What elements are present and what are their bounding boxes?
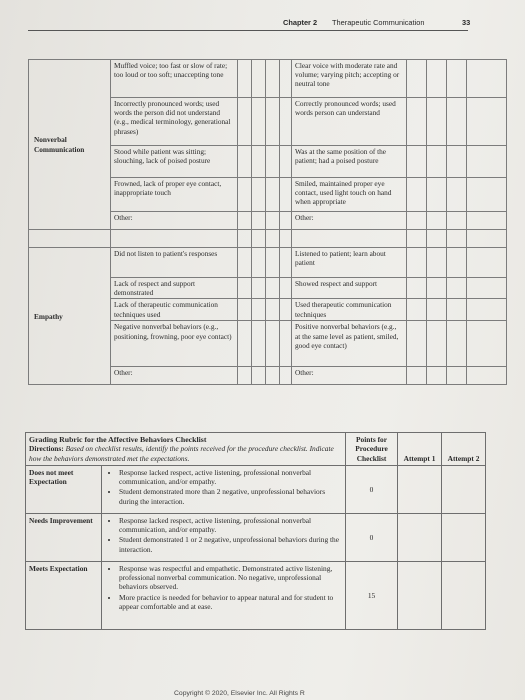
positive-check-cell[interactable]	[427, 299, 447, 321]
negative-behavior-cell: Incorrectly pronounced words; used words the person did not understand (e.g., medical terminology, generational phrases)	[111, 98, 238, 146]
negative-behavior-cell: Lack of respect and support demonstrated	[111, 278, 238, 299]
positive-check-cell[interactable]	[447, 278, 467, 299]
rubric-points-value: 0	[346, 513, 398, 561]
positive-check-cell[interactable]	[427, 321, 447, 367]
positive-check-cell[interactable]	[447, 60, 467, 98]
positive-check-cell[interactable]	[427, 60, 447, 98]
spacer-cell	[467, 230, 507, 248]
header-divider	[28, 30, 468, 31]
negative-check-cell[interactable]	[252, 98, 266, 146]
positive-check-cell[interactable]	[407, 248, 427, 278]
negative-check-cell[interactable]	[280, 321, 292, 367]
checklist-row	[29, 248, 507, 278]
spacer-cell	[427, 230, 447, 248]
negative-check-cell[interactable]	[252, 178, 266, 212]
positive-check-cell[interactable]	[467, 278, 507, 299]
positive-check-cell[interactable]	[427, 278, 447, 299]
positive-check-cell[interactable]	[427, 367, 447, 385]
rubric-level-name: Does not meet Expectation	[26, 465, 102, 513]
positive-check-cell[interactable]	[407, 146, 427, 178]
rubric-title: Grading Rubric for the Affective Behaviors Checklist	[29, 435, 207, 444]
spacer-cell	[238, 230, 252, 248]
attempt-2-cell[interactable]	[442, 465, 486, 513]
positive-check-cell[interactable]	[407, 60, 427, 98]
spacer-cell	[29, 230, 111, 248]
rubric-bullet-list	[105, 564, 342, 611]
negative-behavior-cell: Stood while patient was sitting; slouching, lack of poised posture	[111, 146, 238, 178]
negative-check-cell[interactable]	[238, 299, 252, 321]
positive-behavior-cell: Smiled, maintained proper eye contact, used light touch on hand when appropriate	[292, 178, 407, 212]
attempt-1-column-header: Attempt 1	[398, 433, 442, 466]
negative-behavior-cell: Negative nonverbal behaviors (e.g., positioning, frowning, poor eye contact)	[111, 321, 238, 367]
positive-check-cell[interactable]	[407, 212, 427, 230]
rubric-level-description	[102, 465, 346, 513]
positive-check-cell[interactable]	[407, 178, 427, 212]
positive-behavior-cell: Other:	[292, 367, 407, 385]
spacer-cell	[292, 230, 407, 248]
positive-check-cell[interactable]	[407, 321, 427, 367]
negative-check-cell[interactable]	[280, 146, 292, 178]
chapter-label: Chapter 2	[283, 18, 318, 27]
negative-behavior-cell: Other:	[111, 367, 238, 385]
rubric-title-cell	[26, 433, 346, 466]
positive-check-cell[interactable]	[407, 367, 427, 385]
positive-behavior-cell: Listened to patient; learn about patient	[292, 248, 407, 278]
positive-behavior-cell: Used therapeutic communication techniques	[292, 299, 407, 321]
chapter-title: Therapeutic Communication	[332, 18, 425, 27]
points-column-header: Points for Procedure Checklist	[346, 433, 398, 466]
positive-check-cell[interactable]	[427, 178, 447, 212]
directions-label: Directions:	[29, 444, 64, 454]
negative-check-cell[interactable]	[252, 278, 266, 299]
positive-check-cell[interactable]	[467, 299, 507, 321]
negative-check-cell[interactable]	[266, 299, 280, 321]
rubric-bullet-list	[105, 468, 342, 506]
directions-text: Based on checklist results, identify the points received for the procedure checklist. Indicate how the behaviors demonstrated met the expectations.	[29, 444, 334, 463]
positive-check-cell[interactable]	[447, 299, 467, 321]
rubric-bullet: • Student demonstrated 1 or 2 negative, unprofessional behaviors during the interaction.	[119, 535, 342, 554]
page-header	[0, 16, 525, 30]
spacer-cell	[252, 230, 266, 248]
section-spacer-row	[29, 230, 507, 248]
negative-check-cell[interactable]	[238, 367, 252, 385]
negative-check-cell[interactable]	[252, 248, 266, 278]
positive-check-cell[interactable]	[427, 248, 447, 278]
negative-check-cell[interactable]	[252, 212, 266, 230]
positive-behavior-cell: Showed respect and support	[292, 278, 407, 299]
negative-check-cell[interactable]	[266, 178, 280, 212]
attempt-1-cell[interactable]	[398, 465, 442, 513]
positive-check-cell[interactable]	[447, 367, 467, 385]
rubric-level-description	[102, 561, 346, 629]
rubric-bullet: • Response was respectful and empathetic. Demonstrated active listening, professional nonverbal communication. No negative, unprofessional behaviors observed.	[119, 564, 342, 592]
rubric-points-value: 0	[346, 465, 398, 513]
negative-check-cell[interactable]	[252, 321, 266, 367]
negative-check-cell[interactable]	[280, 248, 292, 278]
negative-check-cell[interactable]	[252, 367, 266, 385]
negative-check-cell[interactable]	[280, 367, 292, 385]
spacer-cell	[280, 230, 292, 248]
checklist-category: Empathy	[29, 248, 111, 385]
positive-check-cell[interactable]	[407, 299, 427, 321]
rubric-bullet: • More practice is needed for behavior to appear natural and for student to appear comfortable and at ease.	[119, 593, 342, 612]
negative-check-cell[interactable]	[280, 98, 292, 146]
spacer-cell	[266, 230, 280, 248]
affective-behaviors-checklist	[28, 59, 507, 385]
positive-check-cell[interactable]	[447, 178, 467, 212]
rubric-bullet: • Student demonstrated more than 2 negative, unprofessional behaviors during the interaction.	[119, 487, 342, 506]
rubric-level-row	[26, 465, 486, 513]
positive-check-cell[interactable]	[447, 248, 467, 278]
negative-check-cell[interactable]	[266, 212, 280, 230]
negative-check-cell[interactable]	[238, 178, 252, 212]
rubric-level-description	[102, 513, 346, 561]
negative-check-cell[interactable]	[238, 212, 252, 230]
attempt-1-cell[interactable]	[398, 513, 442, 561]
positive-check-cell[interactable]	[447, 98, 467, 146]
negative-check-cell[interactable]	[266, 321, 280, 367]
negative-check-cell[interactable]	[252, 299, 266, 321]
rubric-level-row	[26, 513, 486, 561]
negative-check-cell[interactable]	[266, 367, 280, 385]
negative-check-cell[interactable]	[280, 299, 292, 321]
page-number: 33	[462, 18, 471, 27]
negative-check-cell[interactable]	[266, 146, 280, 178]
positive-check-cell[interactable]	[427, 146, 447, 178]
rubric-bullet: • Response lacked respect, active listening, professional nonverbal communication, and/or empathy.	[119, 468, 342, 487]
positive-check-cell[interactable]	[447, 146, 467, 178]
spacer-cell	[447, 230, 467, 248]
negative-check-cell[interactable]	[252, 146, 266, 178]
positive-check-cell[interactable]	[467, 98, 507, 146]
positive-check-cell[interactable]	[467, 248, 507, 278]
negative-check-cell[interactable]	[280, 278, 292, 299]
rubric-level-name: Meets Expectation	[26, 561, 102, 629]
negative-check-cell[interactable]	[280, 212, 292, 230]
positive-check-cell[interactable]	[447, 321, 467, 367]
positive-check-cell[interactable]	[427, 212, 447, 230]
checklist-category: Nonverbal Communication	[29, 60, 111, 230]
positive-check-cell[interactable]	[467, 60, 507, 98]
negative-check-cell[interactable]	[252, 60, 266, 98]
checklist-row	[29, 60, 507, 98]
negative-check-cell[interactable]	[266, 98, 280, 146]
negative-behavior-cell: Other:	[111, 212, 238, 230]
attempt-2-column-header: Attempt 2	[442, 433, 486, 466]
negative-check-cell[interactable]	[238, 98, 252, 146]
positive-check-cell[interactable]	[427, 98, 447, 146]
negative-check-cell[interactable]	[238, 60, 252, 98]
grading-rubric-table	[25, 432, 486, 630]
negative-check-cell[interactable]	[266, 60, 280, 98]
positive-check-cell[interactable]	[467, 146, 507, 178]
positive-check-cell[interactable]	[467, 367, 507, 385]
negative-behavior-cell: Muffled voice; too fast or slow of rate; too loud or too soft; unaccepting tone	[111, 60, 238, 98]
negative-check-cell[interactable]	[238, 321, 252, 367]
rubric-bullet-list	[105, 516, 342, 554]
negative-behavior-cell: Lack of therapeutic communication techniques used	[111, 299, 238, 321]
negative-check-cell[interactable]	[266, 278, 280, 299]
rubric-directions	[29, 444, 342, 463]
positive-behavior-cell: Clear voice with moderate rate and volume; varying pitch; accepting or neutral tone	[292, 60, 407, 98]
rubric-bullet: • Response lacked respect, active listening, professional nonverbal communication, and/or empathy.	[119, 516, 342, 535]
negative-behavior-cell: Frowned, lack of proper eye contact, inappropriate touch	[111, 178, 238, 212]
positive-check-cell[interactable]	[447, 212, 467, 230]
negative-check-cell[interactable]	[238, 248, 252, 278]
positive-check-cell[interactable]	[467, 321, 507, 367]
attempt-1-cell[interactable]	[398, 561, 442, 629]
positive-behavior-cell: Was at the same position of the patient; had a poised posture	[292, 146, 407, 178]
rubric-level-row	[26, 561, 486, 629]
rubric-points-value: 15	[346, 561, 398, 629]
positive-behavior-cell: Positive nonverbal behaviors (e.g., at the same level as patient, smiled, good eye contact)	[292, 321, 407, 367]
rubric-level-name: Needs Improvement	[26, 513, 102, 561]
copyright-footer: Copyright © 2020, Elsevier Inc. All Rights R	[174, 690, 305, 697]
positive-check-cell[interactable]	[467, 212, 507, 230]
negative-behavior-cell: Did not listen to patient's responses	[111, 248, 238, 278]
positive-behavior-cell: Correctly pronounced words; used words person can understand	[292, 98, 407, 146]
positive-check-cell[interactable]	[407, 98, 427, 146]
negative-check-cell[interactable]	[238, 146, 252, 178]
negative-check-cell[interactable]	[280, 60, 292, 98]
attempt-2-cell[interactable]	[442, 513, 486, 561]
spacer-cell	[407, 230, 427, 248]
positive-check-cell[interactable]	[467, 178, 507, 212]
negative-check-cell[interactable]	[266, 248, 280, 278]
positive-behavior-cell: Other:	[292, 212, 407, 230]
negative-check-cell[interactable]	[280, 178, 292, 212]
negative-check-cell[interactable]	[238, 278, 252, 299]
positive-check-cell[interactable]	[407, 278, 427, 299]
attempt-2-cell[interactable]	[442, 561, 486, 629]
spacer-cell	[111, 230, 238, 248]
rubric-header-row	[26, 433, 486, 466]
